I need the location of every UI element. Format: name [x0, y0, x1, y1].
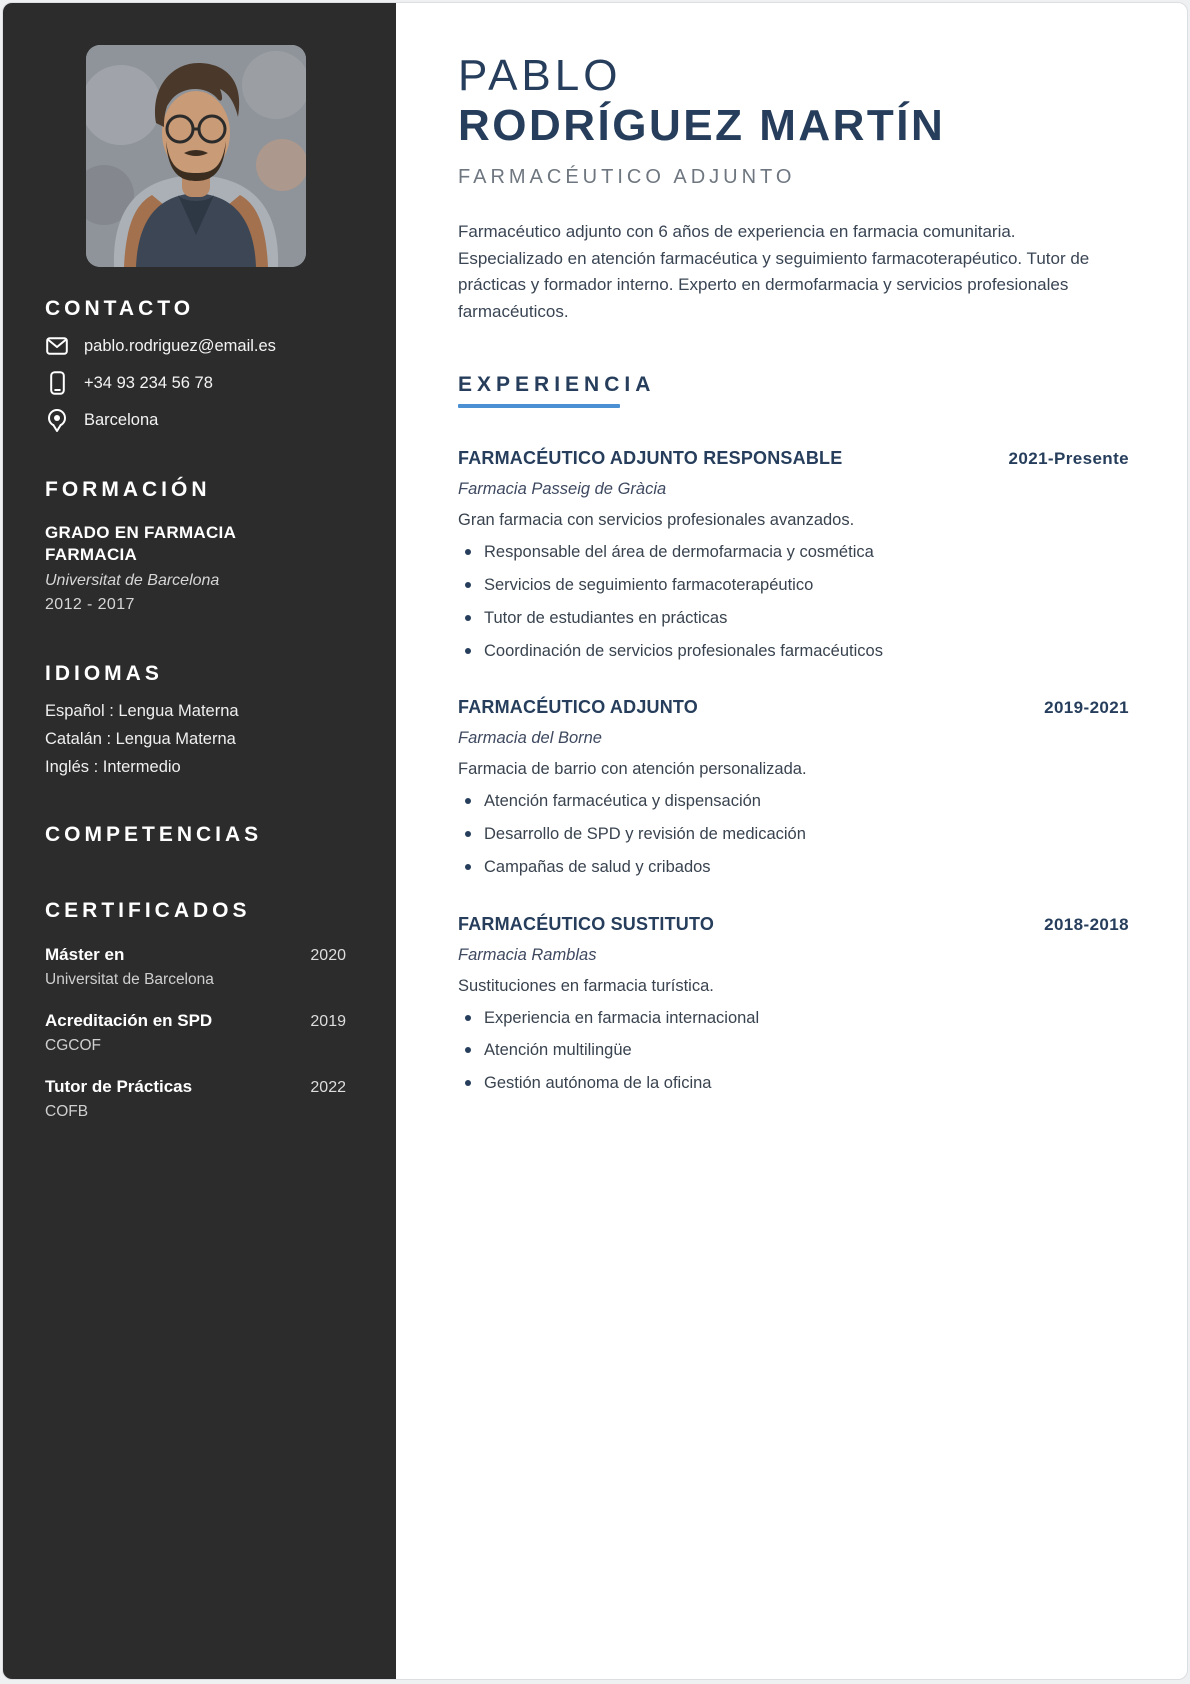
- job-bullet: Responsable del área de dermofarmacia y cosmética: [458, 540, 1129, 565]
- cv-page: [2, 2, 1188, 1680]
- certificate-org: COFB: [45, 1102, 89, 1120]
- job-description: Gran farmacia con servicios profesionales avanzados.: [458, 511, 855, 530]
- education-degree: [45, 522, 346, 567]
- education-degree-line2: FARMACIA: [45, 545, 138, 565]
- contact-heading: CONTACTO: [45, 297, 195, 320]
- certificate-org: CGCOF: [45, 1036, 101, 1054]
- certificate-year: 2022: [310, 1078, 346, 1096]
- main-content: [396, 3, 1187, 1679]
- job-entry: [458, 448, 1129, 663]
- profile-summary: Farmacéutico adjunto con 6 años de experiencia en farmacia comunitaria. Especializado en atención farmacéutica y seguimiento farmacoterapéutico. Tutor de prácticas y formador interno. Experto en dermofarmacia y servicios profesionales farmacéuticos.: [458, 222, 1090, 321]
- contact-section: [45, 297, 346, 432]
- certificate-name: Acreditación en SPD: [45, 1010, 213, 1030]
- experience-heading: EXPERIENCIA: [458, 373, 656, 397]
- contact-email-row: [45, 334, 346, 358]
- certificate-year: 2019: [310, 1012, 346, 1030]
- job-description: Sustituciones en farmacia turística.: [458, 976, 714, 995]
- contact-phone-text: +34 93 234 56 78: [84, 373, 213, 392]
- contact-phone-row: [45, 371, 346, 395]
- name-first: PABLO: [458, 51, 622, 100]
- languages-section: [45, 662, 346, 777]
- skills-section: [45, 823, 346, 847]
- certificate-org: Universitat de Barcelona: [45, 970, 214, 988]
- contact-email-text: pablo.rodriguez@email.es: [84, 336, 276, 355]
- job-company: Farmacia Ramblas: [458, 945, 597, 964]
- certificate-item: [45, 1077, 346, 1121]
- language-item: Inglés : Intermedio: [45, 757, 181, 776]
- name-last: RODRÍGUEZ MARTÍN: [458, 101, 946, 151]
- job-title: FARMACÉUTICO SUSTITUTO: [458, 913, 715, 934]
- certificate-name: Máster en: [45, 944, 125, 964]
- job-dates: 2021-Presente: [1008, 449, 1129, 469]
- education-heading: FORMACIÓN: [45, 478, 211, 501]
- language-item: Español : Lengua Materna: [45, 701, 239, 720]
- certificate-year: 2020: [310, 946, 346, 964]
- job-bullet: Tutor de estudiantes en prácticas: [458, 606, 1129, 631]
- job-dates: 2019-2021: [1044, 698, 1129, 718]
- job-bullet: Atención farmacéutica y dispensación: [458, 789, 1129, 814]
- education-section: [45, 478, 346, 614]
- job-bullet: Desarrollo de SPD y revisión de medicación: [458, 822, 1129, 847]
- job-bullet-list: [458, 1006, 1129, 1096]
- experience-heading-underline: [458, 404, 620, 408]
- email-icon: [45, 334, 69, 358]
- sidebar: [3, 3, 396, 1679]
- education-school: Universitat de Barcelona: [45, 571, 220, 589]
- contact-location-row: [45, 408, 346, 432]
- phone-icon: [45, 371, 69, 395]
- job-description: Farmacia de barrio con atención personalizada.: [458, 760, 807, 779]
- certificates-heading: CERTIFICADOS: [45, 898, 251, 922]
- contact-list: [45, 334, 346, 432]
- job-title: FARMACÉUTICO ADJUNTO: [458, 697, 699, 718]
- certificate-item: [45, 945, 346, 989]
- languages-list: [45, 702, 346, 777]
- experience-section: [458, 373, 1129, 1096]
- job-company: Farmacia Passeig de Gràcia: [458, 480, 667, 499]
- job-bullet-list: [458, 789, 1129, 879]
- education-degree-line1: GRADO EN FARMACIA: [45, 523, 237, 542]
- job-title: FARMACÉUTICO ADJUNTO RESPONSABLE: [458, 448, 843, 469]
- role-title: FARMACÉUTICO ADJUNTO: [458, 166, 796, 189]
- profile-photo: [86, 45, 306, 267]
- job-bullet: Coordinación de servicios profesionales farmacéuticos: [458, 639, 1129, 664]
- skills-heading: COMPETENCIAS: [45, 822, 263, 846]
- job-bullet: Experiencia en farmacia internacional: [458, 1006, 1129, 1031]
- job-bullet: Campañas de salud y cribados: [458, 855, 1129, 880]
- contact-location-text: Barcelona: [84, 410, 159, 429]
- job-bullet: Gestión autónoma de la oficina: [458, 1071, 1129, 1096]
- job-bullet-list: [458, 540, 1129, 663]
- job-entry: [458, 914, 1129, 1096]
- language-item: Catalán : Lengua Materna: [45, 729, 236, 748]
- languages-heading: IDIOMAS: [45, 661, 163, 685]
- education-dates: 2012 - 2017: [45, 595, 135, 613]
- profile-photo-illustration: [86, 45, 306, 267]
- certificate-name: Tutor de Prácticas: [45, 1076, 193, 1096]
- job-company: Farmacia del Borne: [458, 729, 602, 748]
- job-entry: [458, 697, 1129, 879]
- job-bullet: Servicios de seguimiento farmacoterapéutico: [458, 573, 1129, 598]
- location-icon: [45, 408, 69, 432]
- certificates-section: [45, 899, 346, 1121]
- job-dates: 2018-2018: [1044, 914, 1129, 934]
- certificate-item: [45, 1011, 346, 1055]
- job-bullet: Atención multilingüe: [458, 1038, 1129, 1063]
